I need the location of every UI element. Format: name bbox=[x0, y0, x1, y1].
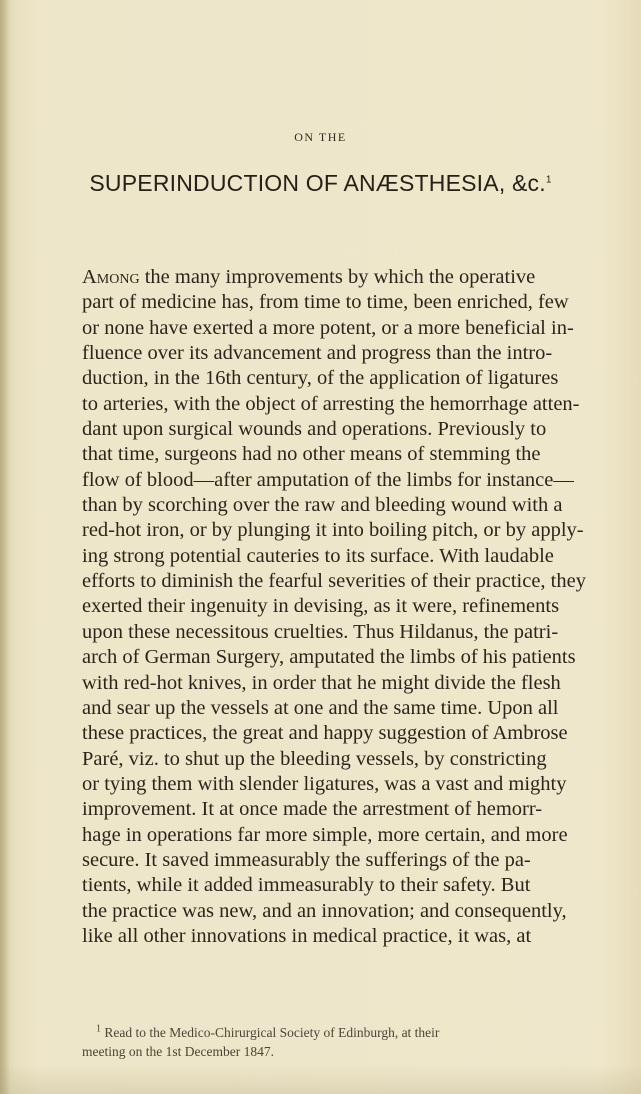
body-line: than by scorching over the raw and bleeding wound with a bbox=[82, 494, 563, 517]
body-line-text: the many improvements by which the operative bbox=[139, 266, 536, 288]
chapter-title bbox=[0, 170, 641, 197]
body-line: arch of German Surgery, amputated the limbs of his patients bbox=[82, 646, 576, 669]
footnote bbox=[82, 1023, 582, 1061]
body-line: secure. It saved immeasurably the sufferings of the pa- bbox=[82, 848, 531, 871]
body-line: that time, surgeons had no other means of stemming the bbox=[82, 443, 541, 466]
body-line: efforts to diminish the fearful severities of their practice, they bbox=[82, 570, 586, 593]
body-line: red-hot iron, or by plunging it into boiling pitch, or by apply- bbox=[82, 519, 584, 542]
opening-word: Among bbox=[82, 266, 140, 288]
footnote-text: Read to the Medico-Chirurgical Society of Edinburgh, at their bbox=[101, 1025, 440, 1040]
body-line: like all other innovations in medical practice, it was, at bbox=[82, 924, 532, 947]
body-line: flow of blood—after amputation of the limbs for instance— bbox=[82, 468, 574, 491]
body-line: upon these necessitous cruelties. Thus Hildanus, the patri- bbox=[82, 620, 559, 643]
body-line: the practice was new, and an innovation; and consequently, bbox=[82, 899, 567, 922]
pre-title: ON THE bbox=[294, 130, 347, 144]
body-paragraph bbox=[82, 265, 586, 949]
body-line bbox=[82, 265, 574, 290]
page-spine-shadow bbox=[0, 0, 10, 1094]
title-footnote-marker: 1 bbox=[545, 174, 552, 186]
body-line: fluence over its advancement and progress than the intro- bbox=[82, 342, 553, 365]
footnote-line: meeting on the 1st December 1847. bbox=[82, 1044, 274, 1059]
body-line: these practices, the great and happy suggestion of Ambrose bbox=[82, 722, 568, 745]
body-line: ing strong potential cauteries to its surface. With laudable bbox=[82, 544, 554, 567]
footnote-marker: 1 bbox=[96, 1023, 101, 1035]
body-line: or tying them with slender ligatures, was a vast and mighty bbox=[82, 772, 567, 795]
body-line: part of medicine has, from time to time, been enriched, few bbox=[82, 291, 569, 314]
footnote-line bbox=[82, 1023, 582, 1042]
body-line: to arteries, with the object of arresting the hemorrhage atten- bbox=[82, 392, 580, 415]
body-line: tients, while it added immeasurably to their safety. But bbox=[82, 874, 531, 897]
body-line: or none have exerted a more potent, or a more beneficial in- bbox=[82, 316, 574, 339]
page-bottom-shade bbox=[0, 1064, 641, 1094]
body-line: Paré, viz. to shut up the bleeding vessels, by constricting bbox=[82, 747, 547, 770]
body-line: exerted their ingenuity in devising, as it were, refinements bbox=[82, 595, 560, 618]
body-line: and sear up the vessels at one and the same time. Upon all bbox=[82, 696, 559, 719]
chapter-title-text: SUPERINDUCTION OF ANÆSTHESIA, &c. bbox=[89, 170, 546, 196]
body-line: with red-hot knives, in order that he might divide the flesh bbox=[82, 671, 561, 694]
body-line: improvement. It at once made the arrestment of hemorr- bbox=[82, 798, 543, 821]
body-line: hage in operations far more simple, more certain, and more bbox=[82, 823, 568, 846]
body-line: duction, in the 16th century, of the application of ligatures bbox=[82, 367, 559, 390]
body-line: dant upon surgical wounds and operations. Previously to bbox=[82, 418, 547, 441]
